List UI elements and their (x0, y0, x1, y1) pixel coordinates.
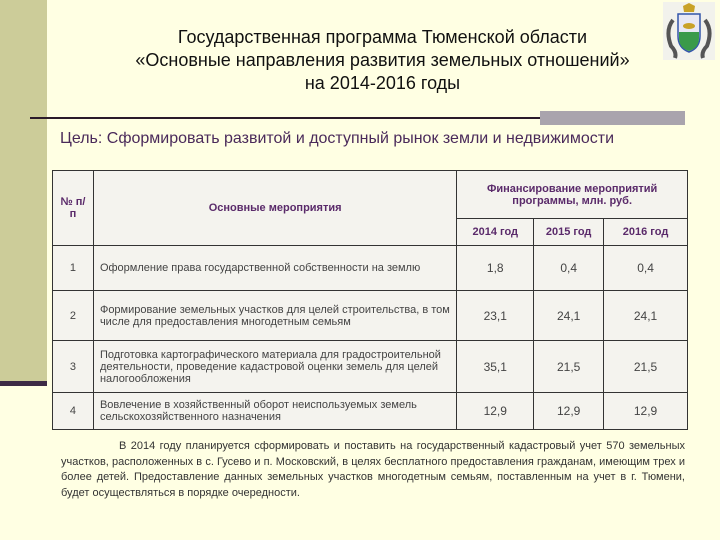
table-row (53, 393, 688, 430)
left-decor-strip (0, 0, 47, 381)
value-2016: 12,9 (604, 393, 688, 430)
row-num: 1 (53, 246, 94, 291)
header-year-2016: 2016 год (604, 219, 688, 246)
row-activity: Вовлечение в хозяйственный оборот неиспользуемых земель сельскохозяйственного назначения (93, 393, 456, 430)
row-num: 2 (53, 291, 94, 341)
title-line-2: «Основные направления развития земельных отношений» (135, 50, 630, 70)
table-row (53, 341, 688, 393)
table-header-row (53, 171, 688, 219)
table-row (53, 291, 688, 341)
value-2014: 35,1 (457, 341, 534, 393)
header-year-2014: 2014 год (457, 219, 534, 246)
value-2014: 23,1 (457, 291, 534, 341)
value-2015: 0,4 (534, 246, 604, 291)
value-2014: 12,9 (457, 393, 534, 430)
title-line-3: на 2014-2016 годы (304, 73, 461, 93)
financing-table (52, 170, 688, 430)
value-2016: 0,4 (604, 246, 688, 291)
row-activity: Формирование земельных участков для целей строительства, в том числе для предоставления многодетным семьям (93, 291, 456, 341)
row-activity: Оформление права государственной собственности на землю (93, 246, 456, 291)
table-row (53, 246, 688, 291)
value-2016: 24,1 (604, 291, 688, 341)
goal-text: Цель: Сформировать развитой и доступный рынок земли и недвижимости (60, 130, 615, 147)
value-2014: 1,8 (457, 246, 534, 291)
header-activity: Основные мероприятия (93, 171, 456, 246)
value-2015: 24,1 (534, 291, 604, 341)
header-num: № п/п (53, 171, 94, 246)
header-year-2015: 2015 год (534, 219, 604, 246)
row-num: 4 (53, 393, 94, 430)
divider-accent-box (540, 111, 685, 125)
row-activity: Подготовка картографического материала для градостроительной деятельности, проведение кадастровой оценки земель для целей налогообложения (93, 341, 456, 393)
note-paragraph: В 2014 году планируется сформировать и поставить на государственный кадастровый учет 570 земельных участков, расположенных в с. Гусево и п. Московский, в целях бесплатного предоставления гражданам, имеющим трех и более детей. Предоставление данных земельных участков многодетным семьям, поставленным на учет в г. Тюмени, будет осуществляться в порядке очередности. (61, 440, 685, 499)
value-2015: 21,5 (534, 341, 604, 393)
slide-title (60, 26, 705, 95)
header-financing: Финансирование мероприятий программы, млн. руб. (457, 171, 688, 219)
title-line-1: Государственная программа Тюменской области (177, 27, 588, 47)
value-2016: 21,5 (604, 341, 688, 393)
row-num: 3 (53, 341, 94, 393)
left-decor-bar (0, 381, 47, 386)
value-2015: 12,9 (534, 393, 604, 430)
